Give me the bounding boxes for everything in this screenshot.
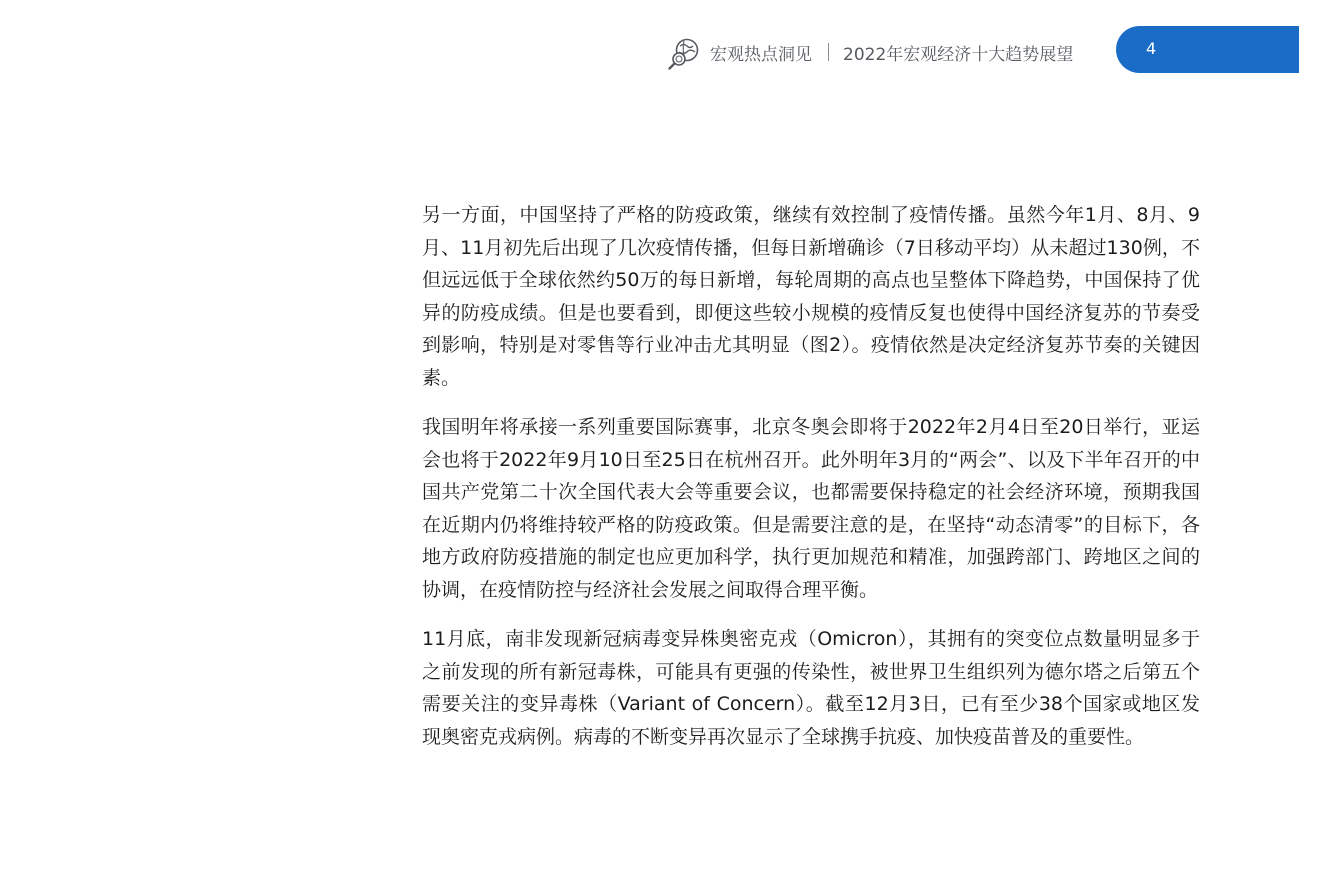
paragraph: 11月底，南非发现新冠病毒变异株奥密克戎（Omicron），其拥有的突变位点数量明显多于之前发现的所有新冠毒株，可能具有更强的传染性，被世界卫生组织列为德尔塔之后第五个需要关注的变异毒株（Variant of Concern）。截至12月3日，已有至少38个国家或地区发现奥密克戎病例。病毒的不断变异再次显示了全球携手抗疫、加快疫苗普及的重要性。 [422,628,1200,748]
paragraph: 我国明年将承接一系列重要国际赛事，北京冬奥会即将于2022年2月4日至20日举行，亚运会也将于2022年9月10日至25日在杭州召开。此外明年3月的“两会”、以及下半年召开的中国共产党第二十次全国代表大会等重要会议，也都需要保持稳定的社会经济环境，预期我国在近期内仍将维持较严格的防疫政策。但是需要注意的是，在坚持“动态清零”的目标下，各地方政府防疫措施的制定也应更加科学，执行更加规范和精准，加强跨部门、跨地区之间的协调，在疫情防控与经济社会发展之间取得合理平衡。 [422,416,1200,601]
header-divider [828,43,829,61]
header-section: 宏观热点洞见 [710,44,812,65]
page-number: 4 [1146,39,1157,58]
page-number-tab [1116,26,1299,73]
globe-magnifier-icon [667,37,703,71]
article-body [422,199,1200,770]
header-title: 2022年宏观经济十大趋势展望 [843,44,1074,65]
header-text [710,39,1073,65]
page-header [0,26,1340,74]
paragraph: 另一方面，中国坚持了严格的防疫政策，继续有效控制了疫情传播。虽然今年1月、8月、9月、11月初先后出现了几次疫情传播，但每日新增确诊（7日移动平均）从未超过130例，不但远远低于全球依然约50万的每日新增，每轮周期的高点也呈整体下降趋势，中国保持了优异的防疫成绩。但是也要看到，即便这些较小规模的疫情反复也使得中国经济复苏的节奏受到影响，特别是对零售等行业冲击尤其明显（图2）。疫情依然是决定经济复苏节奏的关键因素。 [422,204,1200,389]
